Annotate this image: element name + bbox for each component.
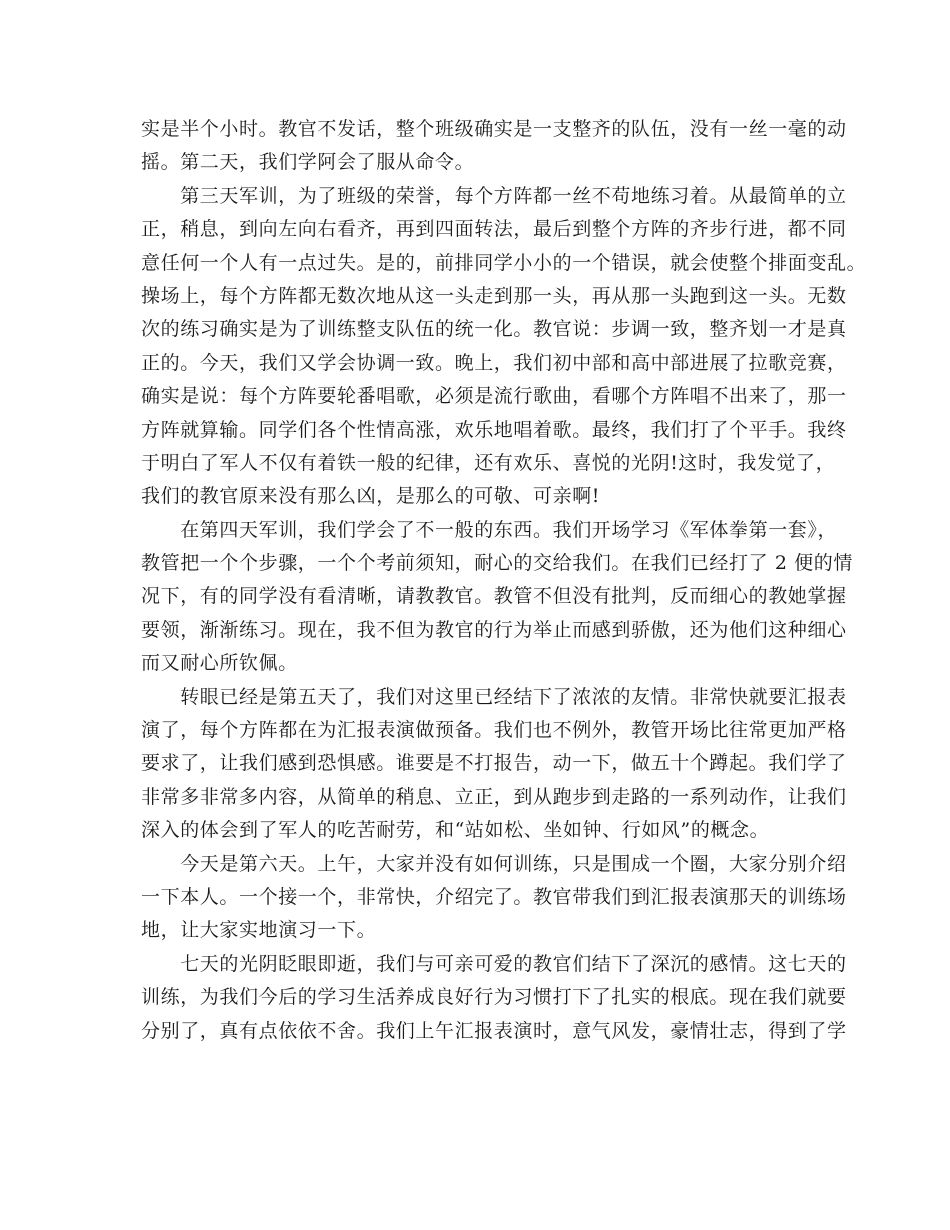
text-line: 演了，每个方阵都在为汇报表演做预备。我们也不例外，教管开场比往常更加严格 [141,719,847,742]
text-line: 深入的体会到了军人的吃苦耐劳，和“站如松、坐如钟、行如风”的概念。 [141,819,770,842]
text-line: 于明白了军人不仅有着铁一般的纪律，还有欢乐、喜悦的光阴!这时，我发觉了， [141,451,836,474]
text-line: 在第四天军训，我们学会了不一般的东西。我们开场学习《军体拳第一套》， [141,518,838,541]
body-text [141,113,867,1048]
text-line: 方阵就算输。同学们各个性情高涨，欢乐地唱着歌。最终，我们打了个平手。我终 [141,418,847,441]
text-line: 一下本人。一个接一个，非常快，介绍完了。教官带我们到汇报表演那天的训练场 [141,885,847,908]
text-line: 要领，渐渐练习。现在，我不但为教官的行为举止而感到骄傲，还为他们这种细心 [141,618,847,641]
text-line: 操场上，每个方阵都无数次地从这一头走到那一头，再从那一头跑到这一头。无数 [141,284,847,307]
text-line: 次的练习确实是为了训练整支队伍的统一化。教官说：步调一致，整齐划一才是真 [141,318,847,341]
text-line: 要求了，让我们感到恐惧感。谁要是不打报告，动一下，做五十个蹲起。我们学了 [141,752,847,775]
text-line: 摇。第二天，我们学阿会了服从命令。 [141,151,475,174]
text-line: 第三天军训，为了班级的荣誉，每个方阵都一丝不苟地练习着。从最简单的立 [141,184,847,207]
text-line: 训练，为我们今后的学习生活养成良好行为习惯打下了扎实的根底。现在我们就要 [141,986,847,1009]
text-line: 教管把一个个步骤，一个个考前须知，耐心的交给我们。在我们已经打了 2 便的情 [141,552,853,575]
text-line: 而又耐心所钦佩。 [141,652,298,675]
text-line: 意任何一个人有一点过失。是的，前排同学小小的一个错误，就会使整个排面变乱。 [141,251,867,274]
text-line: 确实是说：每个方阵要轮番唱歌，必须是流行歌曲，看哪个方阵唱不出来了，那一 [141,385,847,408]
text-line: 正的。今天，我们又学会协调一致。晚上，我们初中部和高中部进展了拉歌竞赛， [141,351,847,374]
text-line: 正，稍息，到向左向右看齐，再到四面转法，最后到整个方阵的齐步行进，都不同 [141,218,847,241]
text-line: 我们的教官原来没有那么凶，是那么的可敬、可亲啊! [141,485,601,508]
text-line: 实是半个小时。教官不发话，整个班级确实是一支整齐的队伍，没有一丝一毫的动 [141,118,847,140]
text-line: 今天是第六天。上午，大家并没有如何训练，只是围成一个圈，大家分别介绍 [141,852,847,875]
text-line: 地，让大家实地演习一下。 [141,919,377,942]
text-line: 分别了，真有点依依不舍。我们上午汇报表演时，意气风发，豪情壮志，得到了学 [141,1019,847,1042]
text-line: 非常多非常多内容，从简单的稍息、立正，到从跑步到走路的一系列动作，让我们 [141,785,847,808]
text-line: 况下，有的同学没有看清晰，请教教官。教管不但没有批判，反而细心的教她掌握 [141,585,847,608]
text-line: 七天的光阴眨眼即逝，我们与可亲可爱的教官们结下了深沉的感情。这七天的 [141,952,847,975]
text-line: 转眼已经是第五天了，我们对这里已经结下了浓浓的友情。非常快就要汇报表 [141,685,847,708]
